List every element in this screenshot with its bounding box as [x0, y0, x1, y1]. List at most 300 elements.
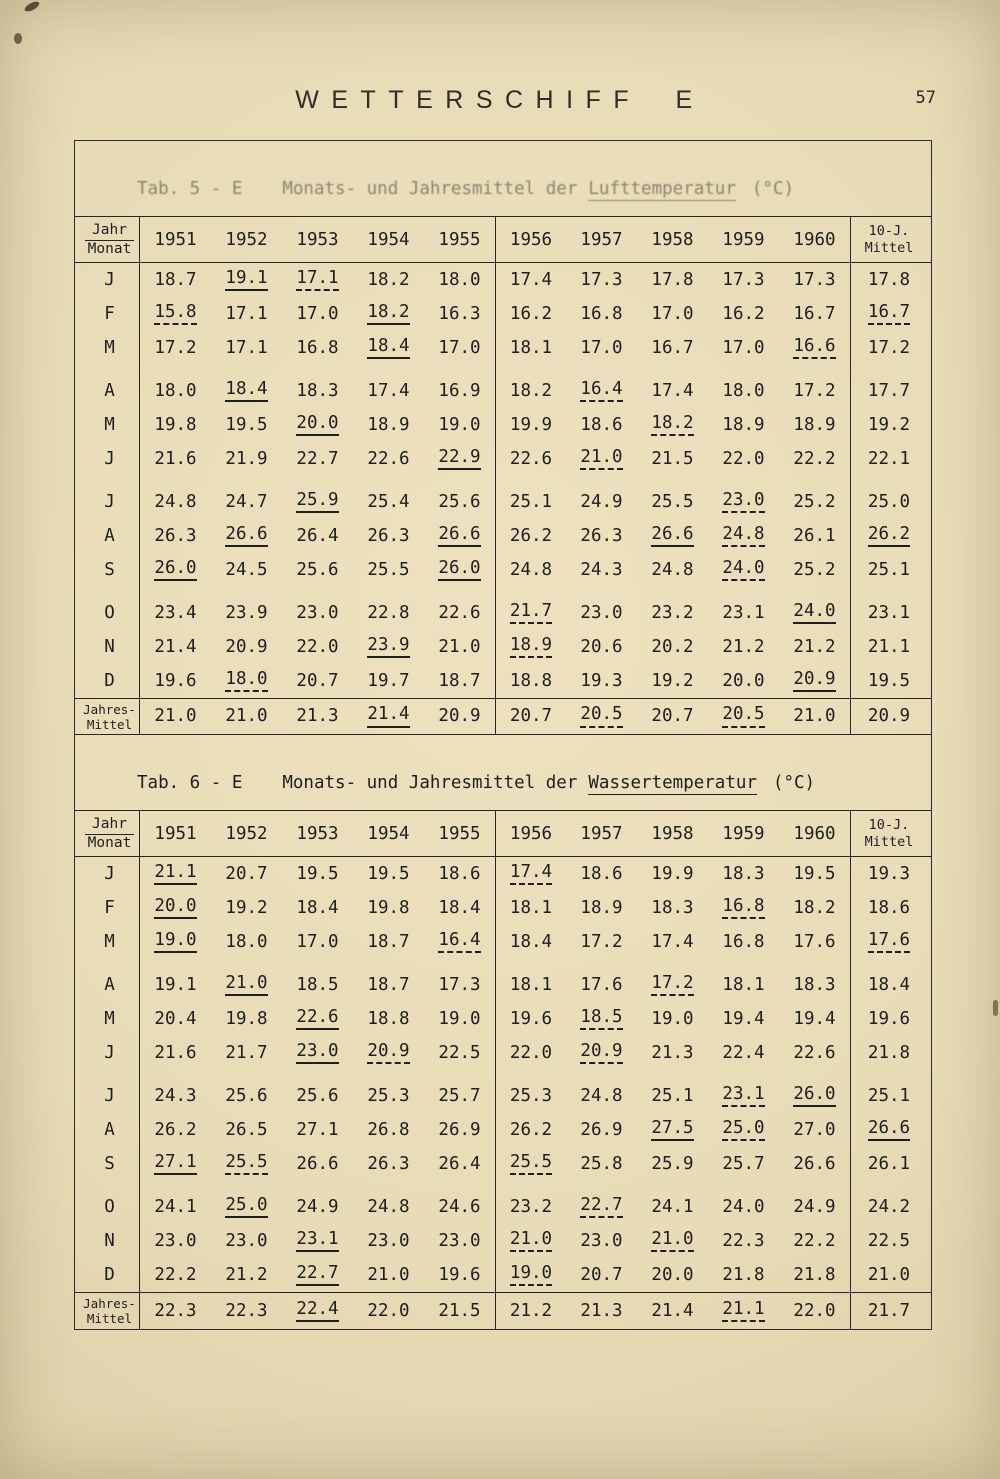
- value-text: 24.1: [154, 1196, 197, 1217]
- value-text: 26.3: [154, 525, 197, 546]
- value-cell: [637, 485, 708, 519]
- value-text: 23.2: [651, 602, 694, 623]
- value-cell: [424, 1190, 495, 1224]
- year-header: 1954: [367, 823, 410, 844]
- value-text: 19.3: [580, 670, 623, 691]
- value-cell: [140, 630, 211, 664]
- spacer-cell: [850, 476, 927, 485]
- value-cell: [282, 891, 353, 925]
- value-cell: [779, 408, 850, 442]
- value-text: 20.5: [580, 705, 622, 727]
- value-cell: [779, 1113, 850, 1147]
- value-text: 17.8: [651, 269, 694, 290]
- value-text: 19.2: [867, 414, 911, 435]
- value-cell: [708, 596, 779, 630]
- value-text: 26.2: [509, 1119, 553, 1140]
- value-text: 20.6: [580, 636, 623, 657]
- footer-label-bottom: Mittel: [86, 1311, 133, 1326]
- value-cell: [850, 553, 927, 587]
- month-label: J: [80, 1079, 140, 1113]
- value-cell: [282, 968, 353, 1002]
- value-text: 16.7: [868, 303, 910, 325]
- value-text: 17.4: [651, 380, 694, 401]
- value-text: 19.9: [509, 414, 553, 435]
- value-cell: [708, 408, 779, 442]
- value-cell: [495, 968, 566, 1002]
- value-text: 18.6: [438, 863, 481, 884]
- value-cell: [566, 1113, 637, 1147]
- value-cell: [850, 408, 927, 442]
- value-text: 25.1: [867, 559, 911, 580]
- value-cell: [566, 664, 637, 698]
- value-cell: [495, 630, 566, 664]
- value-cell: [495, 553, 566, 587]
- value-cell: [495, 1079, 566, 1113]
- value-cell: [566, 485, 637, 519]
- value-cell: [566, 1147, 637, 1181]
- value-text: 17.3: [580, 269, 623, 290]
- table-row: [75, 857, 931, 891]
- spacer-cell: [708, 959, 779, 968]
- value-text: 22.3: [154, 1300, 197, 1321]
- value-text: 19.6: [509, 1008, 553, 1029]
- value-cell: [282, 297, 353, 331]
- value-text: 17.2: [580, 931, 623, 952]
- value-cell: [708, 297, 779, 331]
- value-cell: [140, 408, 211, 442]
- spacer-cell: [80, 1181, 140, 1190]
- value-cell: [637, 925, 708, 959]
- spacer-cell: [708, 1070, 779, 1079]
- value-cell: [353, 596, 424, 630]
- value-cell: [850, 1079, 927, 1113]
- value-cell: [850, 331, 927, 365]
- value-text: 26.6: [793, 1153, 836, 1174]
- value-cell: [282, 1258, 353, 1292]
- value-cell: [424, 263, 495, 297]
- year-header: 1951: [154, 229, 197, 250]
- value-text: 22.2: [793, 448, 836, 469]
- value-text: 21.9: [225, 448, 268, 469]
- value-cell: [708, 374, 779, 408]
- spacer-cell: [779, 1181, 850, 1190]
- page-number: 57: [915, 88, 936, 108]
- spacer-cell: [708, 587, 779, 596]
- value-cell: [282, 485, 353, 519]
- mittel-header-bottom: Mittel: [864, 239, 914, 256]
- value-text: 19.6: [867, 1008, 911, 1029]
- value-cell: [566, 263, 637, 297]
- value-text: 24.3: [154, 1085, 197, 1106]
- value-cell: [708, 1002, 779, 1036]
- value-cell: [850, 263, 927, 297]
- spacer-cell: [211, 476, 282, 485]
- value-text: 25.5: [510, 1153, 552, 1175]
- spacer-cell: [566, 959, 637, 968]
- year-header: 1953: [296, 823, 339, 844]
- year-header: 1952: [225, 229, 268, 250]
- value-text: 25.7: [438, 1085, 481, 1106]
- value-cell: [850, 1002, 927, 1036]
- month-label: J: [80, 1036, 140, 1070]
- value-text: 17.1: [296, 269, 338, 291]
- value-text: 21.7: [225, 1042, 268, 1063]
- month-label: N: [80, 1224, 140, 1258]
- value-cell: [211, 408, 282, 442]
- spacer-cell: [566, 365, 637, 374]
- value-cell: [282, 857, 353, 891]
- value-cell: [424, 1113, 495, 1147]
- value-cell: [850, 1224, 927, 1258]
- footer-label-top: Jahres-: [83, 1296, 136, 1311]
- spacer-cell: [637, 1070, 708, 1079]
- table-row: [75, 442, 931, 476]
- value-cell: [140, 596, 211, 630]
- value-text: 18.8: [509, 670, 553, 691]
- spacer-cell: [353, 587, 424, 596]
- value-cell: [708, 263, 779, 297]
- month-label: A: [80, 968, 140, 1002]
- footer-value-cell: [850, 1293, 927, 1329]
- value-text: 16.8: [580, 303, 623, 324]
- value-text: 26.6: [225, 525, 267, 547]
- value-text: 20.7: [651, 706, 694, 727]
- value-text: 18.0: [154, 380, 197, 401]
- value-text: 23.0: [154, 1230, 197, 1251]
- value-cell: [353, 1258, 424, 1292]
- value-text: 24.0: [722, 1196, 765, 1217]
- value-cell: [211, 263, 282, 297]
- value-text: 26.6: [296, 1153, 339, 1174]
- value-cell: [211, 1036, 282, 1070]
- value-cell: [424, 442, 495, 476]
- value-cell: [850, 1190, 927, 1224]
- spacer-cell: [637, 476, 708, 485]
- value-text: 16.4: [438, 931, 480, 953]
- month-label: F: [80, 297, 140, 331]
- value-text: 20.9: [225, 636, 268, 657]
- month-label: N: [80, 630, 140, 664]
- value-text: 26.3: [580, 525, 623, 546]
- value-text: 17.4: [651, 931, 694, 952]
- value-text: 17.6: [793, 931, 836, 952]
- value-text: 27.0: [793, 1119, 836, 1140]
- value-text: 20.9: [367, 1042, 409, 1064]
- value-cell: [211, 485, 282, 519]
- value-cell: [566, 408, 637, 442]
- value-text: 25.9: [651, 1153, 694, 1174]
- value-text: 17.6: [868, 931, 910, 953]
- value-text: 16.7: [651, 337, 694, 358]
- value-cell: [140, 664, 211, 698]
- value-text: 25.8: [580, 1153, 623, 1174]
- value-cell: [353, 553, 424, 587]
- value-text: 22.3: [225, 1300, 268, 1321]
- value-cell: [779, 297, 850, 331]
- value-cell: [495, 1113, 566, 1147]
- value-cell: [495, 596, 566, 630]
- value-text: 20.0: [296, 414, 338, 436]
- group-spacer-row: [75, 1181, 931, 1190]
- value-text: 22.6: [793, 1042, 836, 1063]
- value-text: 19.0: [438, 1008, 481, 1029]
- spacer-cell: [424, 1070, 495, 1079]
- value-cell: [779, 519, 850, 553]
- month-label: A: [80, 519, 140, 553]
- table-title-emphasis: Lufttemperatur: [588, 179, 736, 199]
- scan-artifact: [993, 1000, 998, 1016]
- value-cell: [637, 374, 708, 408]
- value-cell: [495, 331, 566, 365]
- value-cell: [850, 857, 927, 891]
- spacer-cell: [566, 476, 637, 485]
- value-cell: [495, 485, 566, 519]
- value-cell: [566, 925, 637, 959]
- value-text: 23.0: [580, 602, 623, 623]
- value-cell: [708, 1147, 779, 1181]
- value-cell: [566, 553, 637, 587]
- value-text: 19.5: [296, 863, 339, 884]
- value-cell: [353, 263, 424, 297]
- value-text: 23.0: [722, 491, 764, 513]
- value-text: 20.7: [296, 670, 339, 691]
- value-cell: [211, 297, 282, 331]
- value-cell: [708, 553, 779, 587]
- spacer-cell: [424, 476, 495, 485]
- footer-label-top: Jahres-: [83, 701, 136, 717]
- footer-value-cell: [140, 1293, 211, 1329]
- value-cell: [353, 408, 424, 442]
- value-text: 22.6: [367, 448, 410, 469]
- value-cell: [353, 1036, 424, 1070]
- value-text: 19.0: [154, 931, 196, 953]
- value-cell: [140, 891, 211, 925]
- value-text: 25.4: [367, 491, 410, 512]
- footer-value-cell: [353, 1293, 424, 1329]
- year-header: 1960: [793, 229, 836, 250]
- value-text: 21.2: [793, 636, 836, 657]
- spacer-cell: [353, 1181, 424, 1190]
- value-cell: [211, 553, 282, 587]
- footer-value-cell: [566, 699, 637, 734]
- value-cell: [779, 1036, 850, 1070]
- year-header: 1953: [296, 229, 339, 250]
- value-text: 17.2: [154, 337, 197, 358]
- value-cell: [708, 925, 779, 959]
- value-text: 25.0: [867, 491, 911, 512]
- value-cell: [708, 630, 779, 664]
- value-cell: [495, 374, 566, 408]
- value-text: 22.5: [867, 1230, 911, 1251]
- value-cell: [566, 1224, 637, 1258]
- value-cell: [566, 331, 637, 365]
- footer-value-cell: [353, 699, 424, 734]
- footer-value-cell: [708, 699, 779, 734]
- table-row: [75, 925, 931, 959]
- year-header: 1952: [225, 823, 268, 844]
- value-text: 20.4: [154, 1008, 197, 1029]
- table-row: [75, 408, 931, 442]
- value-cell: [140, 553, 211, 587]
- group-spacer-row: [75, 365, 931, 374]
- value-text: 19.0: [651, 1008, 694, 1029]
- value-text: 25.5: [651, 491, 694, 512]
- spacer-cell: [424, 1181, 495, 1190]
- value-cell: [424, 891, 495, 925]
- table-row: [75, 1113, 931, 1147]
- value-cell: [140, 1224, 211, 1258]
- value-cell: [779, 630, 850, 664]
- value-cell: [140, 1036, 211, 1070]
- table-footer-row: [75, 1292, 931, 1329]
- value-cell: [779, 263, 850, 297]
- value-text: 25.2: [793, 559, 836, 580]
- data-table-6e: [75, 773, 931, 1329]
- spacer-cell: [424, 587, 495, 596]
- table-footer-row: [75, 698, 931, 735]
- table-row: [75, 1079, 931, 1113]
- value-text: 18.1: [509, 897, 553, 918]
- value-text: 23.9: [225, 602, 268, 623]
- value-text: 26.2: [509, 525, 553, 546]
- value-cell: [495, 1224, 566, 1258]
- value-text: 19.7: [367, 670, 410, 691]
- value-text: 26.9: [580, 1119, 623, 1140]
- value-cell: [353, 485, 424, 519]
- table-row: [75, 374, 931, 408]
- corner-jahr-label: Jahr: [85, 222, 134, 241]
- value-cell: [140, 519, 211, 553]
- value-cell: [850, 596, 927, 630]
- value-text: 19.6: [154, 670, 197, 691]
- value-cell: [140, 925, 211, 959]
- value-text: 24.8: [509, 559, 553, 580]
- value-cell: [424, 408, 495, 442]
- value-cell: [282, 374, 353, 408]
- value-cell: [566, 891, 637, 925]
- value-text: 22.2: [793, 1230, 836, 1251]
- value-cell: [424, 1224, 495, 1258]
- spacer-cell: [282, 959, 353, 968]
- value-cell: [708, 968, 779, 1002]
- footer-value-cell: [424, 1293, 495, 1329]
- value-text: 17.2: [793, 380, 836, 401]
- value-cell: [211, 442, 282, 476]
- spacer-cell: [779, 1070, 850, 1079]
- year-header: 1956: [495, 811, 566, 856]
- value-cell: [353, 297, 424, 331]
- value-text: 21.2: [722, 636, 765, 657]
- value-text: 18.4: [867, 974, 911, 995]
- value-text: 18.9: [510, 636, 552, 658]
- value-cell: [211, 968, 282, 1002]
- value-cell: [282, 1190, 353, 1224]
- table-title: [137, 179, 931, 201]
- value-cell: [637, 442, 708, 476]
- month-label: O: [80, 1190, 140, 1224]
- value-text: 18.7: [154, 269, 197, 290]
- value-cell: [495, 891, 566, 925]
- value-cell: [353, 968, 424, 1002]
- value-text: 18.0: [225, 670, 267, 692]
- value-text: 18.1: [509, 337, 553, 358]
- value-text: 19.4: [793, 1008, 836, 1029]
- value-cell: [637, 630, 708, 664]
- month-label: J: [80, 263, 140, 297]
- footer-value-cell: [637, 699, 708, 734]
- value-cell: [779, 1224, 850, 1258]
- table-row: [75, 553, 931, 587]
- value-cell: [424, 1079, 495, 1113]
- value-cell: [140, 968, 211, 1002]
- year-header: 1955: [438, 823, 481, 844]
- value-cell: [282, 331, 353, 365]
- value-cell: [211, 374, 282, 408]
- value-cell: [424, 968, 495, 1002]
- value-text: 21.6: [154, 1042, 197, 1063]
- value-text: 25.1: [867, 1085, 911, 1106]
- value-cell: [211, 664, 282, 698]
- value-cell: [850, 1113, 927, 1147]
- value-text: 22.2: [154, 1264, 197, 1285]
- spacer-cell: [211, 365, 282, 374]
- value-cell: [637, 408, 708, 442]
- spacer-cell: [353, 476, 424, 485]
- table-row: [75, 519, 931, 553]
- value-text: 20.2: [651, 636, 694, 657]
- value-text: 23.0: [438, 1230, 481, 1251]
- spacer-cell: [495, 1070, 566, 1079]
- value-cell: [779, 374, 850, 408]
- value-text: 20.0: [154, 897, 196, 919]
- spacer-cell: [140, 959, 211, 968]
- value-cell: [282, 1002, 353, 1036]
- value-text: 22.7: [580, 1196, 622, 1218]
- footer-value-cell: [282, 699, 353, 734]
- value-text: 19.8: [225, 1008, 268, 1029]
- value-cell: [424, 553, 495, 587]
- value-cell: [708, 1036, 779, 1070]
- month-label: J: [80, 442, 140, 476]
- value-text: 25.0: [722, 1119, 764, 1141]
- value-text: 21.8: [867, 1042, 911, 1063]
- value-text: 26.0: [438, 559, 480, 581]
- value-cell: [779, 331, 850, 365]
- value-cell: [495, 519, 566, 553]
- value-cell: [637, 596, 708, 630]
- value-cell: [140, 442, 211, 476]
- value-text: 18.0: [722, 380, 765, 401]
- value-text: 16.8: [722, 931, 765, 952]
- value-cell: [850, 968, 927, 1002]
- value-cell: [211, 1079, 282, 1113]
- value-text: 21.0: [580, 448, 622, 470]
- value-cell: [140, 485, 211, 519]
- value-text: 18.1: [722, 974, 765, 995]
- value-text: 21.8: [722, 1264, 765, 1285]
- value-cell: [282, 664, 353, 698]
- value-text: 24.7: [225, 491, 268, 512]
- month-label: J: [80, 857, 140, 891]
- value-text: 22.0: [722, 448, 765, 469]
- value-text: 18.3: [296, 380, 339, 401]
- table-row: [75, 1190, 931, 1224]
- table-row: [75, 331, 931, 365]
- value-cell: [211, 1113, 282, 1147]
- value-text: 23.0: [580, 1230, 623, 1251]
- value-cell: [353, 891, 424, 925]
- value-cell: [140, 1079, 211, 1113]
